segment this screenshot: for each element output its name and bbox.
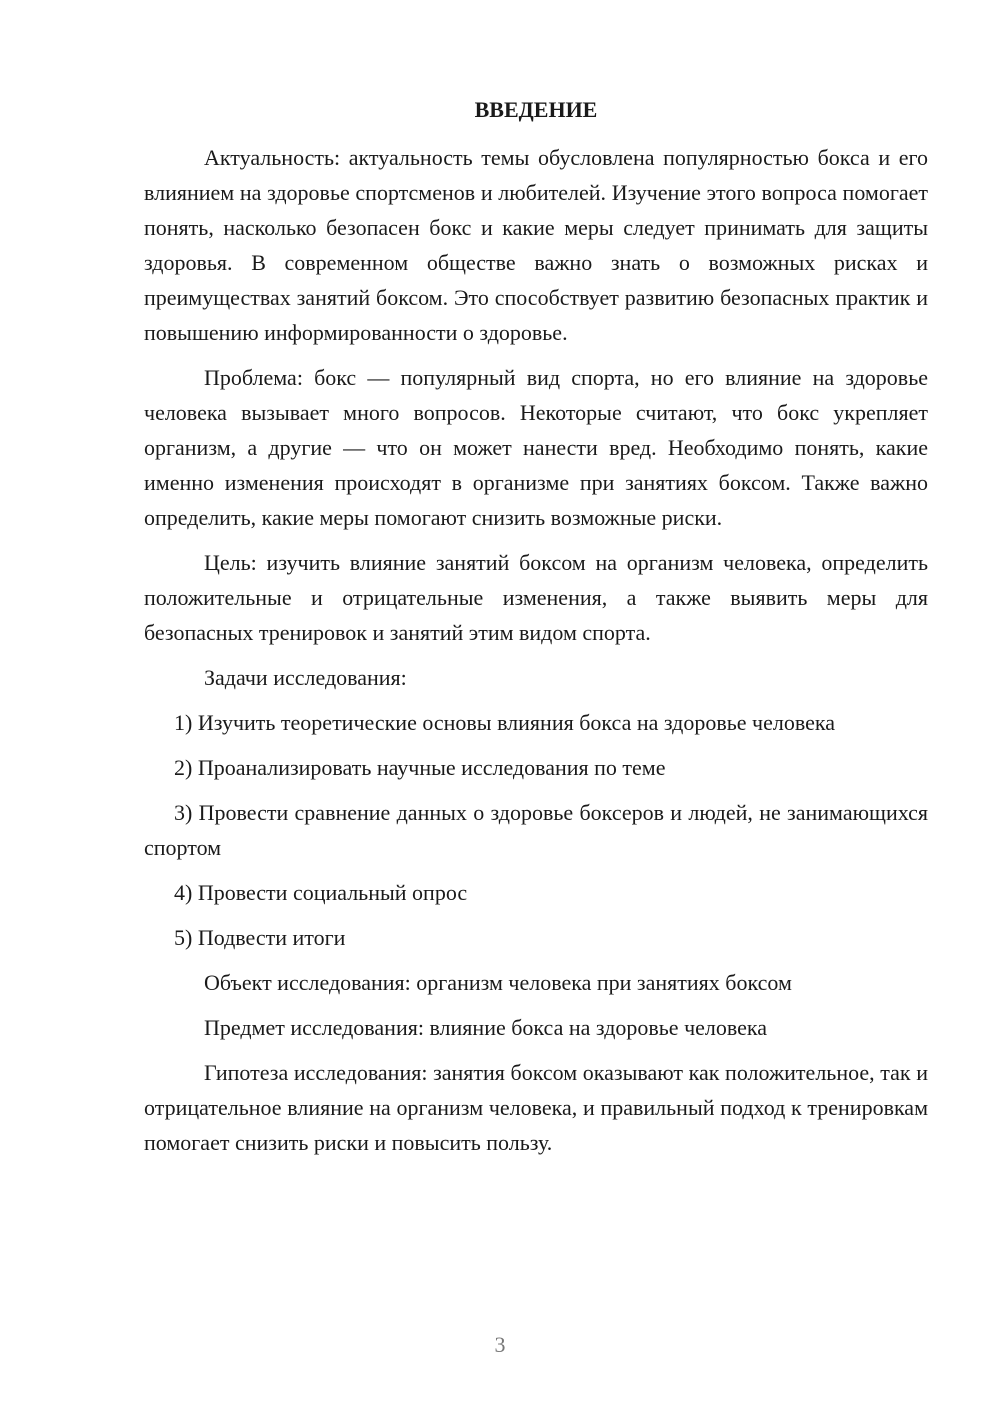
document-page: [144, 92, 928, 1170]
problem-paragraph: Проблема: бокс — популярный вид спорта, но его влияние на здоровье человека вызывает много вопросов. Некоторые считают, что бокс укрепляет организм, а другие — что он может нанести вред. Необходимо понять, какие именно изменения происходят в организме при занятиях боксом. Также важно определить, какие меры помогают снизить возможные риски.: [144, 365, 928, 530]
task-item-1: 1) Изучить теоретические основы влияния бокса на здоровье человека: [174, 710, 836, 735]
task-item-4: 4) Провести социальный опрос: [174, 880, 468, 905]
goal-paragraph: Цель: изучить влияние занятий боксом на организм человека, определить положительные и отрицательные изменения, а также выявить меры для безопасных тренировок и занятий этим видом спорта.: [144, 550, 928, 645]
hypothesis-paragraph: Гипотеза исследования: занятия боксом оказывают как положительное, так и отрицательное влияние на организм человека, и правильный подход к тренировкам помогает снизить риски и повысить пользу.: [144, 1060, 928, 1155]
task-item-2: 2) Проанализировать научные исследования по теме: [174, 755, 666, 780]
task-item-3: 3) Провести сравнение данных о здоровье боксеров и людей, не занимающихся спортом: [144, 800, 928, 860]
subject-paragraph: Предмет исследования: влияние бокса на здоровье человека: [204, 1015, 768, 1040]
object-paragraph: Объект исследования: организм человека при занятиях боксом: [204, 970, 792, 995]
page-number: 3: [494, 1332, 506, 1357]
section-title: ВВЕДЕНИЕ: [474, 97, 598, 122]
relevance-paragraph: Актуальность: актуальность темы обусловлена популярностью бокса и его влиянием на здоровье спортсменов и любителей. Изучение этого вопроса помогает понять, насколько безопасен бокс и какие меры следует принимать для защиты здоровья. В современном обществе важно знать о возможных рисках и преимуществах занятий боксом. Это способствует развитию безопасных практик и повышению информированности о здоровье.: [144, 145, 928, 345]
task-item-5: 5) Подвести итоги: [174, 925, 346, 950]
tasks-heading: Задачи исследования:: [204, 665, 407, 690]
